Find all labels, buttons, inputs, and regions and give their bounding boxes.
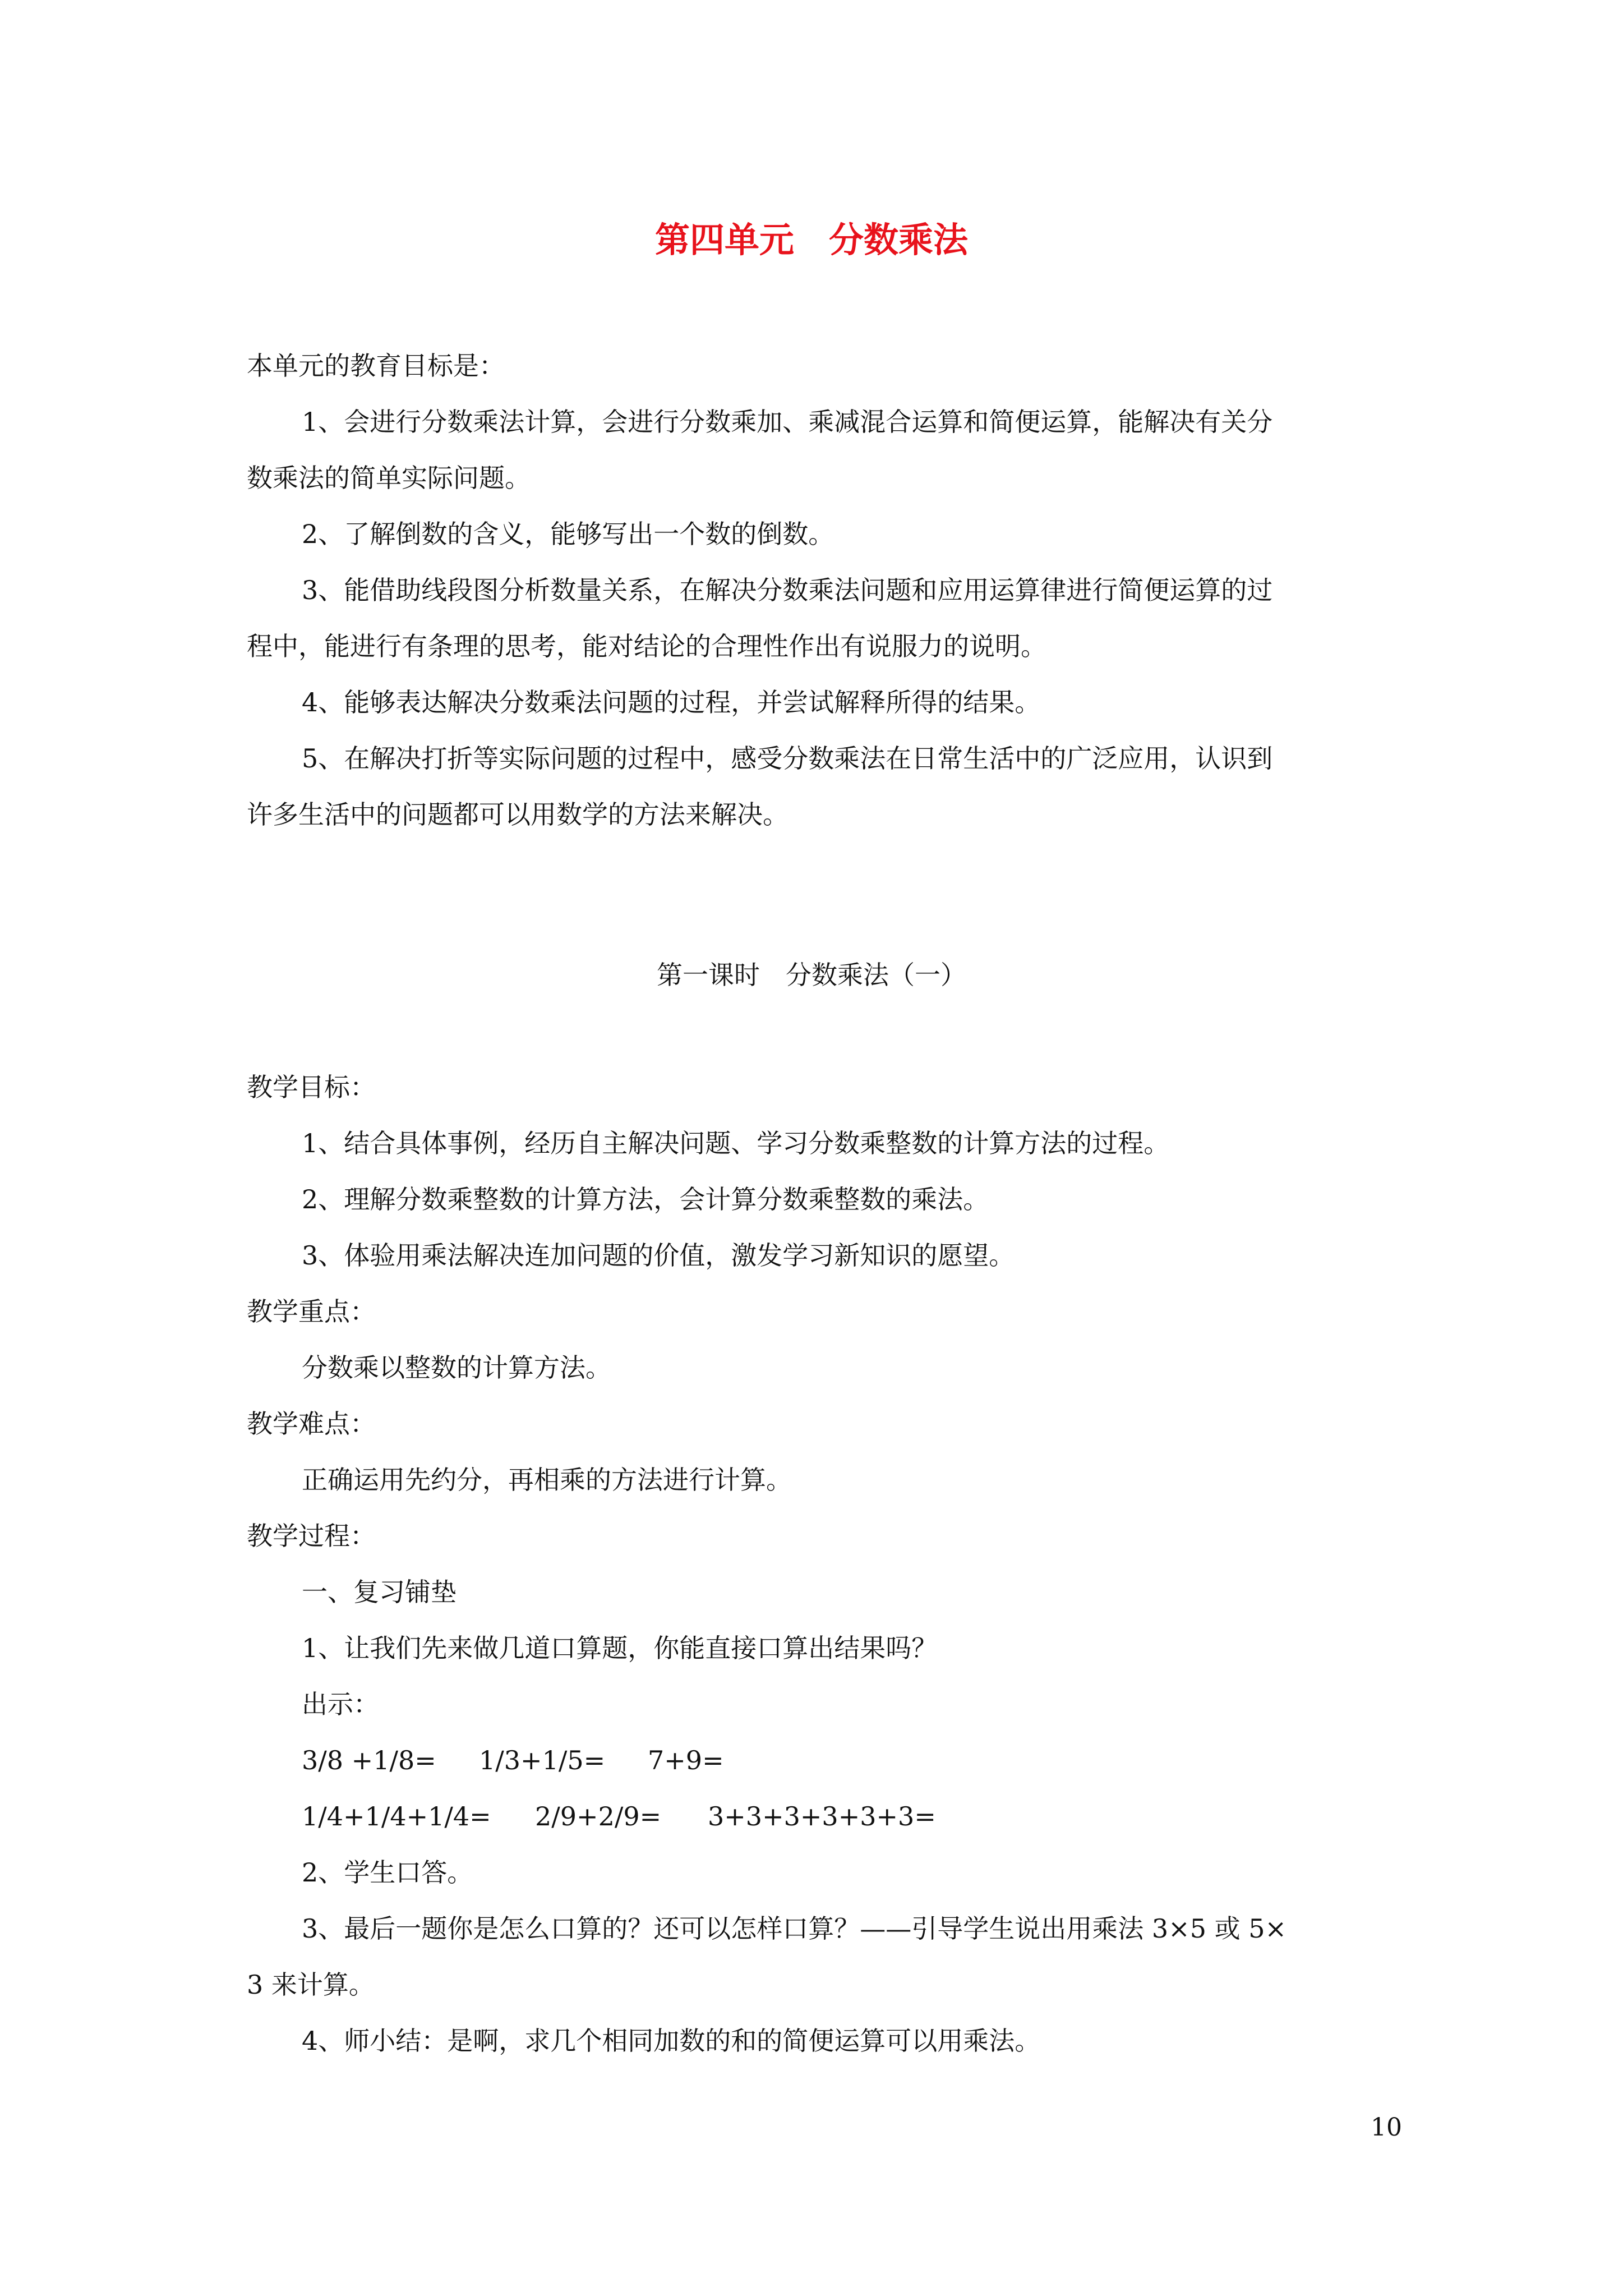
- unit-goals-intro: 本单元的教育目标是：: [247, 351, 505, 381]
- process-step-2: 2、学生口答。: [302, 1857, 473, 1888]
- process-step-3-line-2: 3 来计算。: [247, 1970, 375, 2000]
- unit-goal-3-line-2: 程中，能进行有条理的思考，能对结论的合理性作出有说服力的说明。: [247, 631, 1046, 661]
- unit-goal-2: 2、了解倒数的含义，能够写出一个数的倒数。: [302, 519, 834, 549]
- unit-goal-1-line-1: 1、会进行分数乘法计算，会进行分数乘加、乘减混合运算和简便运算，能解决有关分: [302, 407, 1273, 437]
- unit-title: 第四单元 分数乘法: [654, 219, 968, 260]
- process-step-1: 1、让我们先来做几道口算题，你能直接口算出结果吗？: [302, 1633, 938, 1663]
- exercise-5: 2/9+2/9=: [535, 1801, 662, 1832]
- unit-goal-5-line-2: 许多生活中的问题都可以用数学的方法来解决。: [247, 799, 789, 830]
- exercise-3: 7+9=: [648, 1745, 724, 1775]
- page-number: 10: [1371, 2113, 1402, 2142]
- process-step-3-line-1: 3、最后一题你是怎么口算的？还可以怎样口算？——引导学生说出用乘法 3×5 或 5×: [302, 1913, 1287, 1944]
- process-heading: 教学过程：: [247, 1521, 376, 1551]
- unit-goal-5-line-1: 5、在解决打折等实际问题的过程中，感受分数乘法在日常生活中的广泛应用，认识到: [302, 743, 1273, 774]
- unit-goal-3-line-1: 3、能借助线段图分析数量关系，在解决分数乘法问题和应用运算律进行简便运算的过: [302, 575, 1273, 605]
- teaching-goal-2: 2、理解分数乘整数的计算方法，会计算分数乘整数的乘法。: [302, 1184, 989, 1214]
- exercise-1: 3/8 +1/8=: [302, 1745, 436, 1775]
- teaching-goal-1: 1、结合具体事例，经历自主解决问题、学习分数乘整数的计算方法的过程。: [302, 1128, 1170, 1158]
- exercise-6: 3+3+3+3+3+3=: [708, 1801, 936, 1832]
- unit-goal-4: 4、能够表达解决分数乘法问题的过程，并尝试解释所得的结果。: [302, 687, 1041, 717]
- key-point-text: 分数乘以整数的计算方法。: [302, 1352, 611, 1383]
- difficulty-heading: 教学难点：: [247, 1409, 376, 1439]
- exercise-2: 1/3+1/5=: [479, 1745, 606, 1775]
- lesson-title: 第一课时 分数乘法（一）: [657, 960, 966, 990]
- teaching-goals-heading: 教学目标：: [247, 1072, 376, 1102]
- teaching-goal-3: 3、体验用乘法解决连加问题的价值，激发学习新知识的愿望。: [302, 1240, 1015, 1271]
- unit-goal-1-line-2: 数乘法的简单实际问题。: [247, 463, 531, 493]
- show-label: 出示：: [302, 1689, 379, 1719]
- difficulty-text: 正确运用先约分，再相乘的方法进行计算。: [302, 1465, 792, 1495]
- key-point-heading: 教学重点：: [247, 1296, 376, 1327]
- process-step-4: 4、师小结：是啊，求几个相同加数的和的简便运算可以用乘法。: [302, 2026, 1041, 2056]
- exercise-4: 1/4+1/4+1/4=: [302, 1801, 491, 1832]
- process-section-1: 一、复习铺垫: [302, 1577, 457, 1607]
